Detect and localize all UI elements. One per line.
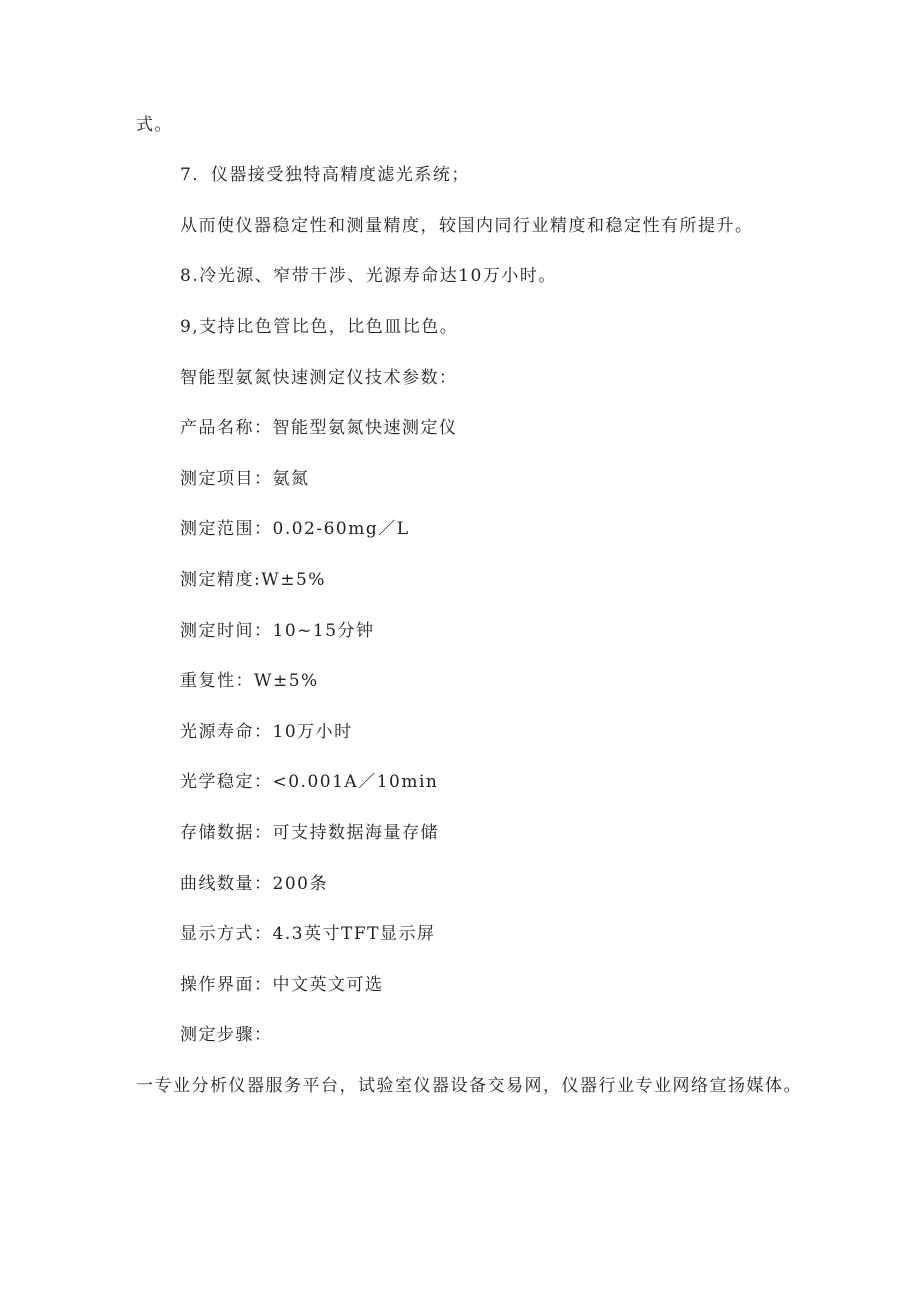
footer-tagline: 一专业分析仪器服务平台，试验室仪器设备交易网，仪器行业专业网络宣扬媒体。 xyxy=(136,1076,802,1096)
section-heading-specs: 智能型氨氮快速测定仪技术参数： xyxy=(180,368,458,388)
text-line-continuation: 式。 xyxy=(136,115,173,135)
spec-test-item: 测定项目：氨氮 xyxy=(180,469,310,489)
spec-optical-stability: 光学稳定：<0.001A／10min xyxy=(180,772,439,792)
spec-storage: 存储数据：可支持数据海量存储 xyxy=(180,823,439,843)
text-line-improvement: 从而使仪器稳定性和测量精度，较国内同行业精度和稳定性有所提升。 xyxy=(180,216,754,236)
spec-interface: 操作界面：中文英文可选 xyxy=(180,975,384,995)
spec-lamp-life: 光源寿命：10万小时 xyxy=(180,722,353,742)
spec-product-name: 产品名称：智能型氨氮快速测定仪 xyxy=(180,418,458,438)
spec-repeatability: 重复性：W±5% xyxy=(180,671,319,691)
list-item-8: 8.冷光源、窄带干涉、光源寿命达10万小时。 xyxy=(180,266,557,286)
spec-precision: 测定精度:W±5% xyxy=(180,570,326,590)
section-heading-steps: 测定步骤： xyxy=(180,1025,273,1045)
spec-range: 测定范围：0.02-60mg／L xyxy=(180,519,410,539)
list-item-7: 7．仪器接受独特高精度滤光系统； xyxy=(180,165,470,185)
spec-time: 测定时间：10~15分钟 xyxy=(180,621,375,641)
spec-display: 显示方式：4.3英寸TFT显示屏 xyxy=(180,924,436,944)
list-item-9: 9,支持比色管比色，比色皿比色。 xyxy=(180,317,459,337)
spec-curves: 曲线数量：200条 xyxy=(180,874,328,894)
